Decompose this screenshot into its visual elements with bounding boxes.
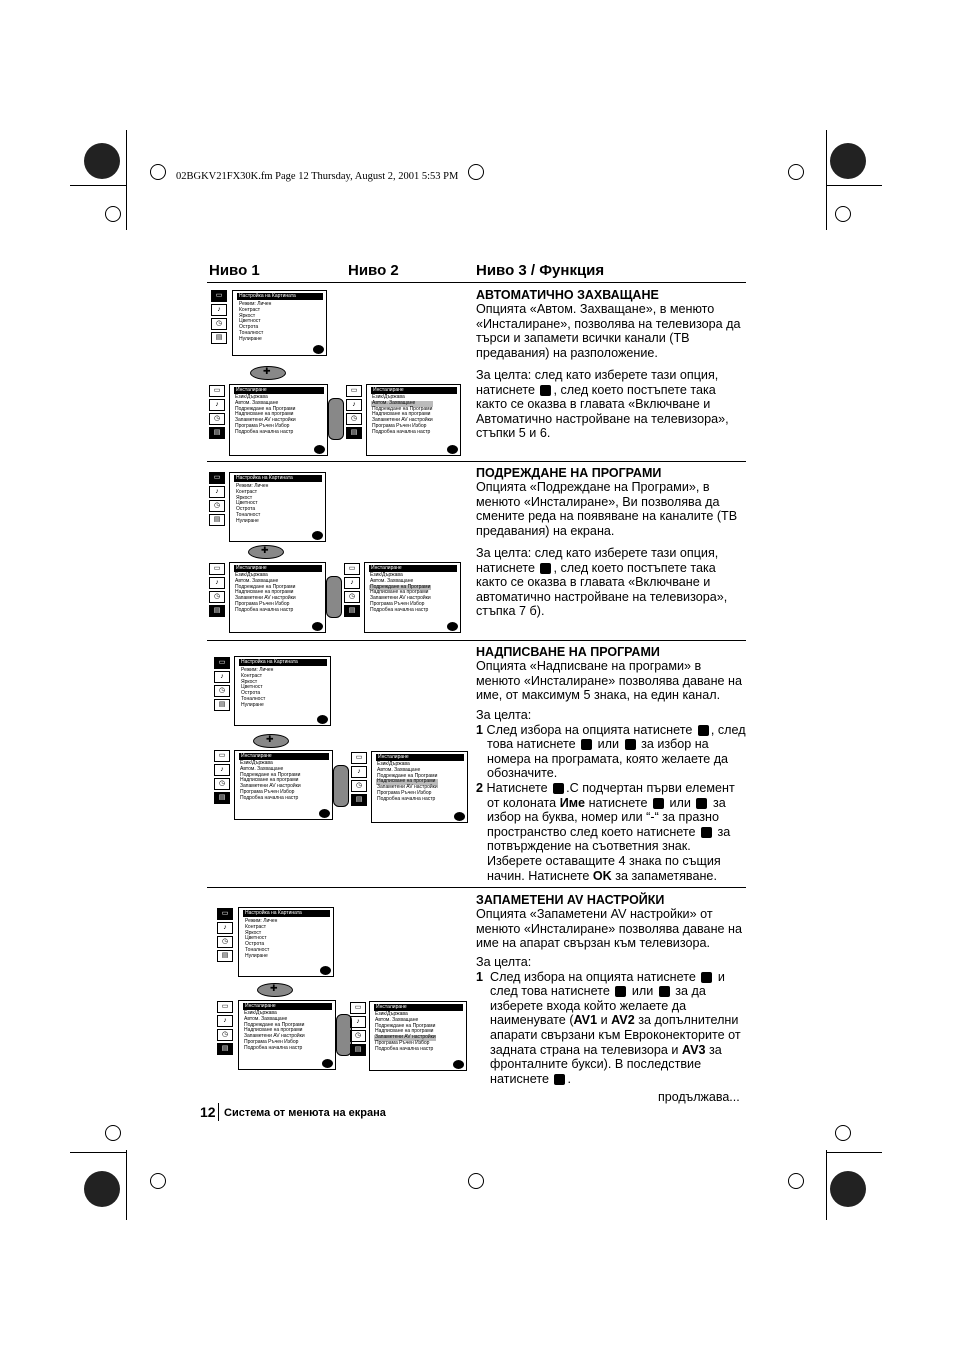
- menu-icons: [209, 385, 225, 441]
- install-icon: ▤: [346, 427, 362, 439]
- menu-title: Настройка на Картината: [234, 475, 322, 482]
- step-1: 1 След избора на опцията натиснете , след това натиснете или за избор на номера на програмата, която желаете да обозначите.: [476, 722, 746, 781]
- continued-note: продължава...: [658, 1090, 740, 1104]
- install-icon: ▤: [209, 605, 225, 617]
- menu-icons: [214, 750, 230, 806]
- install-menu-screen-selected: [369, 1001, 467, 1071]
- up-arrow-icon: [659, 986, 670, 997]
- section-description: Опцията «Подреждане на Програми», в менюто «Инсталиране», Ви позволява да смените реда на появяване на каналите (ТВ предавания) на екрана.: [476, 480, 738, 538]
- menu-icons: [209, 563, 225, 619]
- picture-icon: ▭: [344, 563, 360, 575]
- section-separator: [207, 887, 746, 888]
- menu-icons: [217, 908, 233, 964]
- picture-icon: ▭: [214, 657, 230, 669]
- menu-items: Език/Държава Автом. Захващане Подреждане на Програми Надписване на програми Запаметени AV настройки Програма Ръчен Избор Подробна начална настр: [240, 760, 301, 801]
- ok-button-icon: [453, 1060, 464, 1069]
- menu-title: Настройка на Картината: [239, 659, 327, 666]
- right-arrow-icon: [698, 725, 709, 736]
- install-menu-screen: [234, 750, 333, 820]
- sound-icon: ♪: [344, 577, 360, 589]
- menu-title: Настройка на Картината: [237, 293, 323, 300]
- menu-title: Инсталиране: [239, 753, 329, 760]
- picture-icon: ▭: [217, 1001, 233, 1013]
- header-separator: [207, 282, 746, 283]
- right-arrow-icon: [554, 1074, 565, 1085]
- picture-icon: ▭: [346, 385, 362, 397]
- timer-icon: ◷: [214, 685, 230, 697]
- remote-dpad-icon: [257, 983, 293, 997]
- install-icon: ▤: [209, 427, 225, 439]
- section-title: НАДПИСВАНЕ НА ПРОГРАМИ: [476, 645, 660, 659]
- section-title: АВТОМАТИЧНО ЗАХВАЩАНЕ: [476, 288, 659, 302]
- menu-title: Инсталиране: [234, 387, 324, 394]
- install-icon: ▤: [211, 332, 227, 344]
- ok-button-icon: [319, 809, 330, 818]
- section-title: ПОДРЕЖДАНЕ НА ПРОГРАМИ: [476, 466, 662, 480]
- crop-line: [126, 130, 127, 230]
- sound-icon: ♪: [211, 304, 227, 316]
- sound-icon: ♪: [217, 1015, 233, 1027]
- install-menu-screen-selected: [364, 562, 461, 633]
- remote-dpad-icon: [250, 366, 286, 380]
- picture-icon: ▭: [351, 752, 367, 764]
- timer-icon: ◷: [209, 500, 225, 512]
- picture-menu-screen: [234, 656, 331, 726]
- section-separator: [207, 461, 746, 462]
- timer-icon: ◷: [214, 778, 230, 790]
- menu-icons: [217, 1001, 233, 1057]
- crosshair-mark: [835, 206, 851, 222]
- crosshair-mark: [150, 164, 166, 180]
- section-instructions: За целта: 1 След избора на опцията натиснете и след това натиснете или за да изберете входа който желаете да наименувате (AV1 и AV2 за допълнителни апарати свързани към Евроконекторите от задната страна на телевизора и AV3 за фронталните букси). В последствие натиснете .: [476, 955, 748, 1086]
- install-icon: ▤: [351, 794, 367, 806]
- menu-title: Настройка на Картината: [243, 910, 330, 917]
- install-menu-screen-selected: [366, 384, 461, 456]
- sound-icon: ♪: [346, 399, 362, 411]
- right-arrow-icon: [701, 827, 712, 838]
- picture-icon: ▭: [211, 290, 227, 302]
- section-instructions: За целта: след като изберете тази опция, натиснете , след което постъпете така както се оказва в главата «Включване и автоматично настройване на телевизора», стъпка 7 б).: [476, 546, 728, 619]
- step-1: 1 След избора на опцията натиснете и след това натиснете или за да изберете входа който желаете да наименувате (AV1 и AV2 за допълнителни апарати свързани към Евроконекторите от задната страна на телевизора и AV3 за фронталните букси). В последствие натиснете .: [476, 969, 741, 1086]
- timer-icon: ◷: [217, 1029, 233, 1041]
- sound-icon: ♪: [350, 1016, 366, 1028]
- ok-button-icon: [317, 715, 328, 724]
- ok-button-icon: [313, 345, 324, 354]
- picture-icon: ▭: [209, 385, 225, 397]
- picture-menu-screen: [232, 290, 327, 356]
- install-menu-screen: [229, 562, 326, 633]
- crop-line: [70, 1152, 126, 1153]
- crosshair-mark: [105, 206, 121, 222]
- picture-menu-screen: [229, 472, 326, 542]
- registration-mark-bottom-left: [84, 1171, 120, 1207]
- crosshair-mark: [468, 164, 484, 180]
- ok-button-icon: [447, 445, 458, 454]
- remote-dpad-icon: [248, 545, 284, 559]
- install-menu-screen: [229, 384, 328, 456]
- menu-title: Инсталиране: [376, 754, 464, 761]
- column-header-level3: Ниво 3 / Функция: [476, 262, 605, 279]
- picture-icon: ▭: [350, 1002, 366, 1014]
- install-icon: ▤: [214, 792, 230, 804]
- menu-title: Инсталиране: [243, 1003, 332, 1010]
- install-menu-screen-selected: [371, 751, 468, 823]
- down-arrow-icon: [653, 798, 664, 809]
- menu-title: Инсталиране: [369, 565, 457, 572]
- ok-button-icon: [314, 445, 325, 454]
- install-icon: ▤: [209, 514, 225, 526]
- menu-title: Инсталиране: [374, 1004, 463, 1011]
- menu-icons: [344, 563, 360, 619]
- right-arrow-icon: [540, 563, 551, 574]
- ok-button-icon: [322, 1059, 333, 1068]
- menu-items: Режим: Личен Контраст Яркост Цветност Острота Тоналност Нулиране: [239, 301, 272, 342]
- ok-button-icon: [312, 531, 323, 540]
- up-arrow-icon: [696, 798, 707, 809]
- joystick-icon: [328, 398, 344, 440]
- menu-icons: [209, 472, 225, 528]
- picture-menu-screen: [238, 907, 334, 977]
- ok-button-icon: [454, 812, 465, 821]
- menu-items: Език/Държава Автом. Захващане Подреждане на Програми Надписване на програми Запаметени AV настройки Програма Ръчен Избор Подробна начална настр: [235, 394, 296, 435]
- down-arrow-icon: [581, 739, 592, 750]
- down-arrow-icon: [615, 986, 626, 997]
- menu-items: Режим: Личен Контраст Яркост Цветност Острота Тоналност Нулиране: [236, 483, 269, 524]
- crop-line: [826, 1152, 882, 1153]
- menu-items: Режим: Личен Контраст Яркост Цветност Острота Тоналност Нулиране: [245, 918, 278, 959]
- menu-icons: [350, 1002, 366, 1058]
- sound-icon: ♪: [351, 766, 367, 778]
- timer-icon: ◷: [209, 591, 225, 603]
- registration-mark-top-left: [84, 143, 120, 179]
- picture-icon: ▭: [217, 908, 233, 920]
- install-menu-screen: [238, 1000, 336, 1070]
- up-arrow-icon: [625, 739, 636, 750]
- crop-line: [70, 185, 126, 186]
- install-icon: ▤: [217, 1043, 233, 1055]
- menu-items: Режим: Личен Контраст Яркост Цветност Острота Тоналност Нулиране: [241, 667, 274, 708]
- remote-dpad-icon: [253, 734, 289, 748]
- picture-icon: ▭: [209, 472, 225, 484]
- crop-line: [126, 1150, 127, 1220]
- right-arrow-icon: [701, 972, 712, 983]
- sound-icon: ♪: [209, 486, 225, 498]
- page-number: 12: [200, 1104, 216, 1120]
- section-description: Опцията «Автом. Захващане», в менюто «Инсталиране», позволява на телевизора да търси и запамети всички канали (ТВ предавания) на разположение.: [476, 302, 741, 360]
- footer-section-name: Система от менюта на екрана: [224, 1107, 386, 1119]
- timer-icon: ◷: [217, 936, 233, 948]
- sound-icon: ♪: [217, 922, 233, 934]
- joystick-icon: [333, 765, 349, 807]
- install-icon: ▤: [214, 699, 230, 711]
- section-instructions: За целта: след като изберете тази опция, натиснете , след което постъпете така както се оказва в главата «Включване и Автоматично настройване на телевизора», стъпки 5 и 6.: [476, 368, 729, 441]
- sound-icon: ♪: [214, 671, 230, 683]
- sound-icon: ♪: [209, 399, 225, 411]
- menu-icons: [211, 290, 227, 346]
- section-description: Опцията «Запаметени AV настройки» от менюто «Инсталиране» позволява даване на име на апарат свързан към телевизора.: [476, 907, 742, 951]
- crosshair-mark: [105, 1125, 121, 1141]
- crosshair-mark: [835, 1125, 851, 1141]
- joystick-icon: [326, 576, 342, 618]
- right-arrow-icon: [540, 385, 551, 396]
- picture-icon: ▭: [209, 563, 225, 575]
- timer-icon: ◷: [211, 318, 227, 330]
- timer-icon: ◷: [209, 413, 225, 425]
- timer-icon: ◷: [346, 413, 362, 425]
- install-icon: ▤: [350, 1044, 366, 1056]
- section-title: ЗАПАМЕТЕНИ AV НАСТРОЙКИ: [476, 893, 665, 907]
- timer-icon: ◷: [350, 1030, 366, 1042]
- menu-items: Език/Държава Автом. Захващане Подреждане на Програми Надписване на програми Запаметени AV настройки Програма Ръчен Избор Подробна начална настр: [235, 572, 296, 613]
- sound-icon: ♪: [209, 577, 225, 589]
- menu-items: Език/Държава Автом. Захващане Подреждане на Програми Надписване на програми Запаметени AV настройки Програма Ръчен Избор Подробна начална настр: [372, 394, 433, 435]
- crop-line: [826, 185, 882, 186]
- menu-items: Език/Държава Автом. Захващане Подреждане на Програми Надписване на програми Запаметени AV настройки Програма Ръчен Избор Подробна начална настр: [244, 1010, 305, 1051]
- section-separator: [207, 640, 746, 641]
- section-description: Опцията «Надписване на програми» в менюто «Инсталиране» позволява даване на име, от максимум 5 знака, на един канал.: [476, 659, 742, 703]
- crosshair-mark: [468, 1173, 484, 1189]
- menu-items: Език/Държава Автом. Захващане Подреждане на Програми Надписване на програми Запаметени AV настройки Програма Ръчен Избор Подробна начална настр: [375, 1011, 436, 1052]
- menu-items: Език/Държава Автом. Захващане Подреждане на Програми Надписване на програми Запаметени AV настройки Програма Ръчен Избор Подробна начална настр: [377, 761, 438, 802]
- install-icon: ▤: [344, 605, 360, 617]
- picture-icon: ▭: [214, 750, 230, 762]
- footer-divider: [218, 1103, 219, 1121]
- ok-button-icon: [320, 966, 331, 975]
- crop-line: [826, 1150, 827, 1220]
- column-header-level1: Ниво 1: [209, 262, 260, 279]
- menu-icons: [346, 385, 362, 441]
- ok-button-icon: [312, 622, 323, 631]
- menu-title: Инсталиране: [234, 565, 322, 572]
- install-icon: ▤: [217, 950, 233, 962]
- registration-mark-top-right: [830, 143, 866, 179]
- section-instructions: За целта: 1 След избора на опцията натиснете , след това натиснете или за избор на номера на програмата, която желаете да обозначите. 2 Натиснете .С подчертан първи елемент от колоната Име натиснете или за избор на буква, номер или “-“ за празно пространство след което натиснете за потвърждение на съответния знак. Изберете оставащите 4 знака по същия начин. Натиснете OK за запаметяване.: [476, 708, 748, 883]
- file-header: 02BGKV21FX30K.fm Page 12 Thursday, August 2, 2001 5:53 PM: [176, 171, 459, 182]
- ok-button-icon: [447, 622, 458, 631]
- menu-title: Инсталиране: [371, 387, 457, 394]
- registration-mark-bottom-right: [830, 1171, 866, 1207]
- step-2: 2 Натиснете .С подчертан първи елемент от колоната Име натиснете или за избор на буква, номер или “-“ за празно пространство след което натиснете за потвърждение на съответния знак. Изберете оставащите 4 знака по същия начин. Натиснете OK за запаметяване.: [476, 780, 735, 883]
- sound-icon: ♪: [214, 764, 230, 776]
- crosshair-mark: [150, 1173, 166, 1189]
- menu-items: Език/Държава Автом. Захващане Подреждане на Програми Надписване на програми Запаметени AV настройки Програма Ръчен Избор Подробна начална настр: [370, 572, 431, 613]
- menu-icons: [351, 752, 367, 808]
- column-header-level2: Ниво 2: [348, 262, 399, 279]
- timer-icon: ◷: [351, 780, 367, 792]
- crosshair-mark: [788, 164, 804, 180]
- crosshair-mark: [788, 1173, 804, 1189]
- crop-line: [826, 130, 827, 230]
- right-arrow-icon: [553, 783, 564, 794]
- menu-icons: [214, 657, 230, 713]
- timer-icon: ◷: [344, 591, 360, 603]
